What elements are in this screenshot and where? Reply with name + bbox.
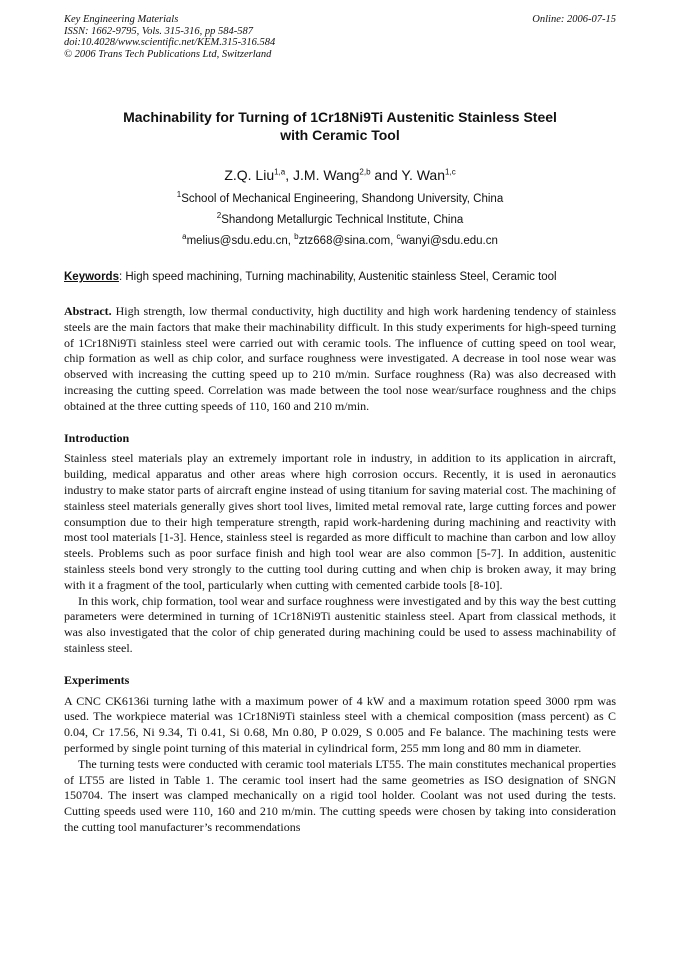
experiments-heading: Experiments xyxy=(64,672,130,687)
experiments-paragraph-2: The turning tests were conducted with ceramic tool materials LT55. The main constitutes mechanical properties of LT55 are listed in Table 1. The ceramic tool insert had the same geometries as ISO designation of SNGN 150704. The insert was clamped mechanically on a rigid tool holder. Coolant was not used during the tests. Cutting speeds used were 110, 160 and 210 m/min. The cutting speeds were chosen by taking into consideration the cutting tool manufacturer’s recommendations xyxy=(64,756,616,834)
email-a-mark: a xyxy=(182,232,187,242)
paper-title xyxy=(64,108,616,144)
introduction-paragraph-1: Stainless steel materials play an extremely important role in industry, in addition to its application in aircraft, building, medical apparatus and other areas where high corrosion occurs. Recently, it is used in aeronautics industry to make stator parts of aircraft engine instead of using titanium for saving material cost. The machining of stainless steel materials generally gives short tool lives, limited metal removal rate, large cutting forces and power consumption due to their high temperature strength, rapid work-hardening during machining and reactivity with most tool materials [1-3]. Hence, stainless steel is regarded as more difficult to machine than carbon and low alloy steels. Problems such as poor surface finish and high tool wear are also common [5-7]. In addition, austenitic stainless steels bond very strongly to the cutting tool during cutting and when chip is broken away, it may bring with it a fragment of the tool, particularly when cutting with cemented carbide tools [8-10]. xyxy=(64,451,616,592)
abstract-label: Abstract. xyxy=(64,304,112,318)
email-list xyxy=(64,234,616,248)
email-b-mark: b xyxy=(294,232,299,242)
email-b[interactable]: ztz668@sina.com, xyxy=(298,235,397,247)
journal-header xyxy=(64,14,616,60)
affiliation-2 xyxy=(64,213,616,227)
title-line-1: Machinability for Turning of 1Cr18Ni9Ti Austenitic Stainless Steel xyxy=(123,109,557,125)
author-2-affil: 2,b xyxy=(359,167,371,177)
author-sep-2: and xyxy=(370,167,402,183)
affiliation-1-mark: 1 xyxy=(176,190,182,200)
author-1: Z.Q. Liu xyxy=(224,167,275,183)
affiliation-1 xyxy=(64,192,616,206)
introduction-paragraph-2: In this work, chip formation, tool wear and surface roughness were investigated and by this way the best cutting parameters were determined in turning of 1Cr18Ni9Ti austenitic stainless steel. Apart from classical methods, it was also investigated that the color of chip generated during machining could be used to assess machinability of stainless steel. xyxy=(64,593,616,655)
abstract-text: High strength, low thermal conductivity, high ductility and high work hardening tendency of stainless steels are the main factors that make their machinability difficult. In this study experiments for high-speed turning of 1Cr18Ni9Ti stainless steel were carried out with ceramic tools. The influence of cutting speed on tool wear, chip formation as well as chip color, and surface roughness were investigated. A decrease in tool nose wear was observed with increasing the cutting speed up to 210 m/min. Surface roughness (Ra) was also decreased with increasing the cutting speed. Correlation was made between the tool nose wear/surface roughness and the chips obtained at the three cutting speeds of 110, 160 and 210 m/min. xyxy=(64,304,616,413)
abstract-paragraph xyxy=(64,304,616,415)
author-3-affil: 1,c xyxy=(445,167,456,177)
affiliation-2-text: Shandong Metallurgic Technical Institute, China xyxy=(221,214,464,226)
affiliation-1-text: School of Mechanical Engineering, Shandong University, China xyxy=(181,193,504,205)
title-line-2: with Ceramic Tool xyxy=(280,127,400,143)
copyright-line: © 2006 Trans Tech Publications Ltd, Switzerland xyxy=(64,48,272,60)
paper-page xyxy=(64,14,616,836)
keywords-text: High speed machining, Turning machinability, Austenitic stainless Steel, Ceramic tool xyxy=(125,271,557,283)
email-c-mark: c xyxy=(396,232,401,242)
author-sep-1: , xyxy=(285,167,294,183)
issn-line: ISSN: 1662-9795, Vols. 315-316, pp 584-587 xyxy=(64,25,253,37)
author-list xyxy=(64,166,616,184)
doi-line[interactable]: doi:10.4028/www.scientific.net/KEM.315-316.584 xyxy=(64,37,276,48)
journal-name: Key Engineering Materials xyxy=(64,14,179,25)
author-2: J.M. Wang xyxy=(293,167,360,183)
author-1-affil: 1,a xyxy=(274,167,286,177)
introduction-heading: Introduction xyxy=(64,430,130,445)
keywords-colon: : xyxy=(118,271,126,283)
email-a[interactable]: melius@sdu.edu.cn, xyxy=(186,235,295,247)
author-3: Y. Wan xyxy=(401,167,446,183)
keywords-label: Keywords xyxy=(64,271,119,283)
keywords-line xyxy=(64,270,616,284)
affiliation-2-mark: 2 xyxy=(216,211,222,221)
online-date: Online: 2006-07-15 xyxy=(532,14,616,25)
email-c[interactable]: wanyi@sdu.edu.cn xyxy=(400,235,498,247)
experiments-paragraph-1: A CNC CK6136i turning lathe with a maximum power of 4 kW and a maximum rotation speed 3000 rpm was used. The workpiece material was 1Cr18Ni9Ti stainless steel with a chemical composition (mass percent) as C 0.04, Cr 17.56, Ni 9.34, Ti 0.41, Si 0.68, Mn 0.80, P 0.029, S 0.005 and Fe balance. The machining tests were performed by single point turning of this material in cylindrical form, 255 mm long and 80 mm in diameter. xyxy=(64,693,616,755)
